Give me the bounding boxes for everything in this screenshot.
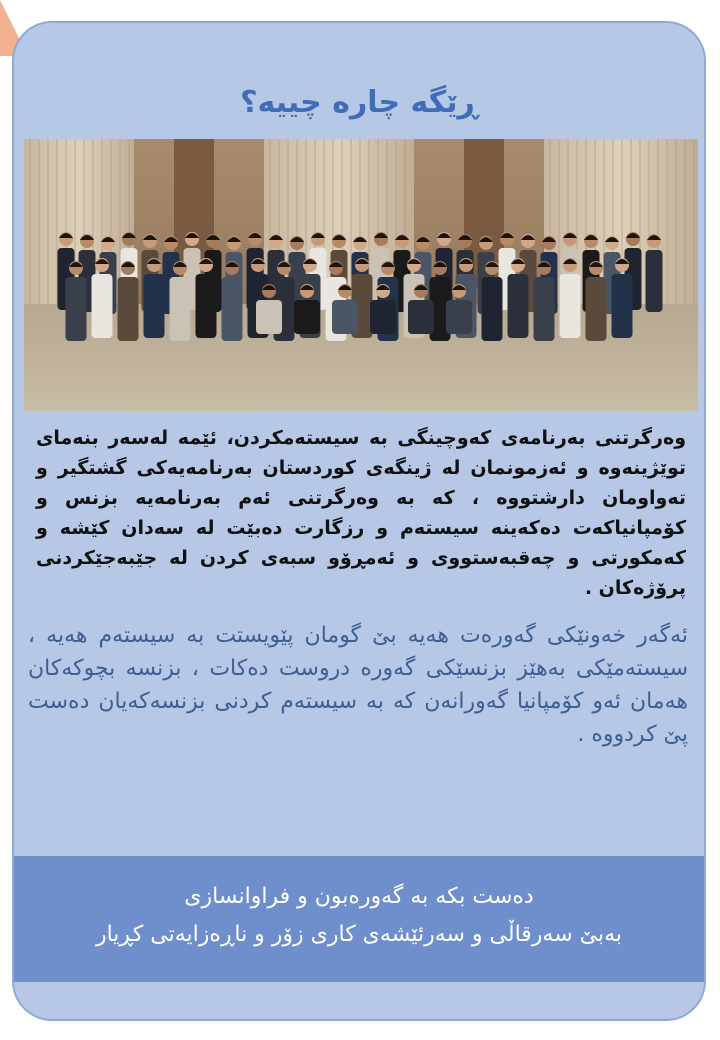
banner-line-1: دەست بکە بە گەورەبون و فراوانسازی: [184, 884, 534, 909]
intro-paragraph: وەرگرتنی بەرنامەی کەوچینگی بە سیستەمکردن، ئێمە لەسەر بنەمای توێژینەوە و ئەزمونمان لە ژینگەی کوردستان بەرنامەیەکی گشتگیر و تەواومان دارشتووە ، کە بە وەرگرتنی ئەم بەرنامەیە بزنس و کۆمپانیاکەت دەکەینە سیستەم و رزگارت دەبێت لە سەدان کێشە و کەمکورتی و چەقبەستووی و ئەمڕۆو سبەی کردن لە جێبەجێکردنی پرۆژەکان .: [36, 427, 686, 599]
group-photo: [24, 139, 698, 411]
banner-line-2: بەبێ سەرقاڵی و سەرئێشەی کاری زۆر و ناڕەزایەتی کڕیار: [95, 922, 623, 947]
call-to-action-banner: [14, 856, 704, 982]
content-card: [12, 21, 706, 1021]
page-title: ڕێگە چارە چییە؟: [240, 85, 478, 120]
vision-paragraph: ئەگەر خەونێکی گەورەت هەیە بێ گومان پێویستت بە سیستەم هەیە ، سیستەمێکی بەهێز بزنسێکی گەورە دروست دەکات ، بزنسە بچوکەکان هەمان ئەو کۆمپانیا گەورانەن کە بە سیستەم کردنی بزنسەکەیان دەست پێ کردووە .: [28, 623, 688, 747]
